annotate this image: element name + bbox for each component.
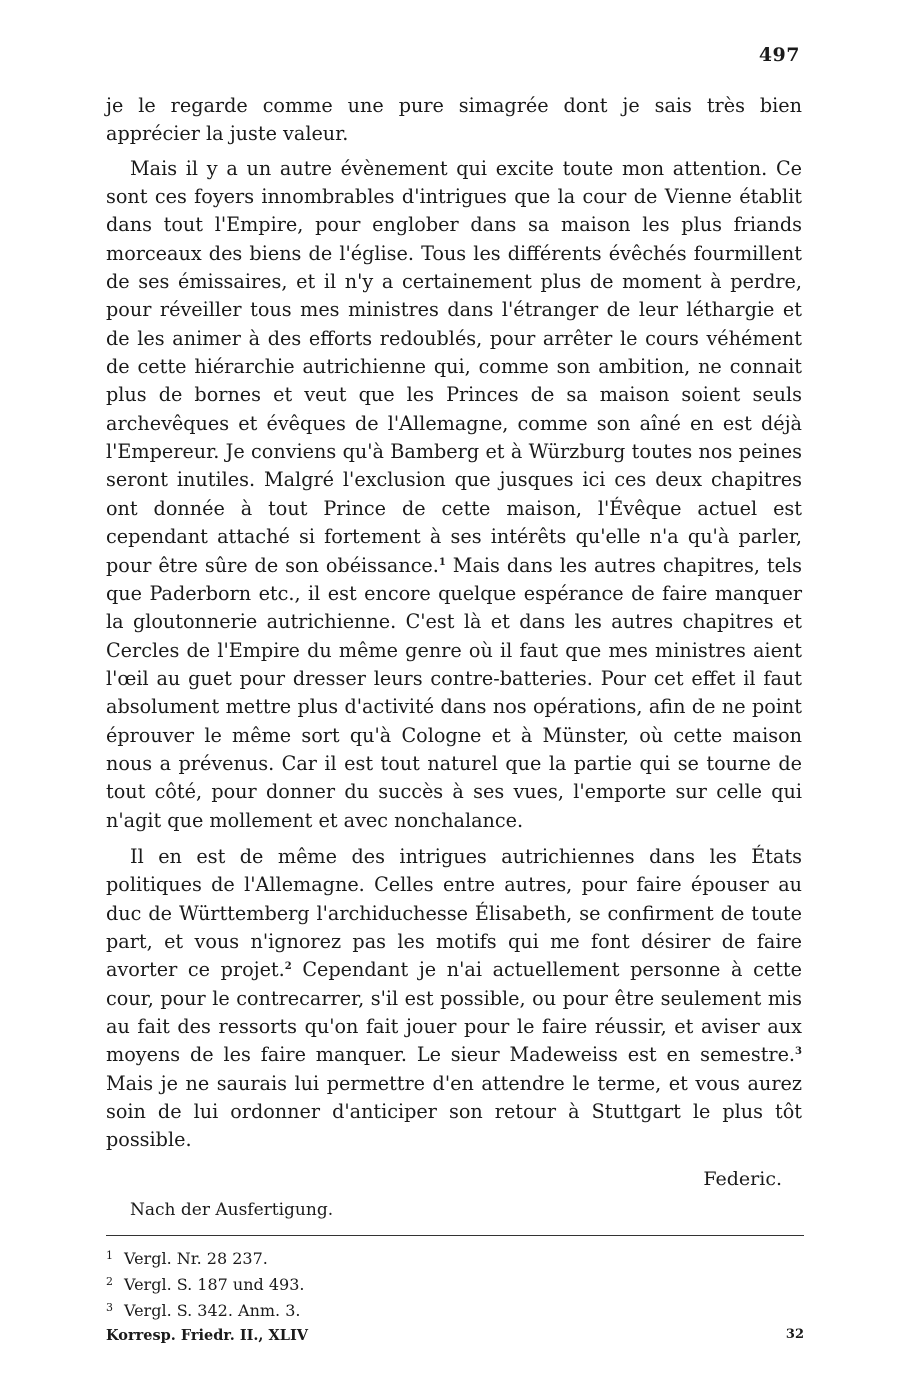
page-number: 497 xyxy=(758,44,800,66)
book-signature-mark: Korresp. Friedr. II., XLIV xyxy=(106,1327,309,1344)
footnote-ref-3[interactable]: 3 xyxy=(795,1046,802,1058)
footnote-number: 2 xyxy=(106,1275,113,1288)
paragraph-2-tail: Mais dans les autres chapitres, tels que Paderborn etc., il est encore quelque espérance de faire manquer la gloutonnerie autrichienne. C'est là et dans les autres chapitres et Cercles de l'Empire du même genre où il faut que mes ministres aient l'œil au guet pour dresser leurs contre-batteries. Pour cet effet il faut absolument mettre plus d'activité dans nos opérations, afin de ne point éprouver le même sort qu'à Cologne et à Münster, où cette maison nous a prévenus. Car il est tout naturel que la partie qui se tourne de tout côté, pour donner du succès à ses vues, l'emporte sur celle qui n'agit que mollement et avec nonchalance. xyxy=(106,553,802,832)
footnote-3 xyxy=(106,1296,304,1322)
paragraph-2 xyxy=(106,155,802,835)
paragraph-3 xyxy=(106,843,802,1155)
gathering-number: 32 xyxy=(785,1327,804,1342)
footnote-ref-2[interactable]: 2 xyxy=(284,961,292,973)
paragraph-3-text: Il en est de même des intrigues autrichiennes dans les États politiques de l'Allemagne. Celles entre autres, pour faire épouser au duc de Württemberg l'archiduchesse Élisabeth, se confirment de toute part, et vous n'ignorez pas les motifs qui me font désirer de faire avorter ce projet. xyxy=(106,844,802,982)
source-note: Nach der Ausfertigung. xyxy=(130,1200,334,1220)
footnote-number: 1 xyxy=(106,1249,113,1262)
footnote-1 xyxy=(106,1244,304,1270)
footnote-ref-1[interactable]: 1 xyxy=(438,556,446,568)
footnote-divider xyxy=(106,1235,804,1236)
footnote-2 xyxy=(106,1270,304,1296)
footnote-number: 3 xyxy=(106,1301,113,1314)
signature: Federic. xyxy=(703,1168,782,1190)
paragraph-3-tail: Mais je ne saurais lui permettre d'en attendre le terme, et vous aurez soin de lui ordonner d'anticiper son retour à Stuttgart le plus tôt possible. xyxy=(106,1071,802,1152)
paragraph-1-text: je le regarde comme une pure simagrée dont je sais très bien apprécier la juste valeur. xyxy=(106,94,802,146)
footnote-text: Vergl. S. 187 und 493. xyxy=(124,1275,305,1294)
footnotes xyxy=(106,1244,304,1322)
letter-body xyxy=(106,92,802,1155)
footnote-text: Vergl. S. 342. Anm. 3. xyxy=(124,1301,301,1320)
paragraph-2-text: Mais il y a un autre évènement qui excite toute mon attention. Ce sont ces foyers innombrables d'intrigues que la cour de Vienne établit dans tout l'Empire, pour englober dans sa maison les plus friands morceaux des biens de l'église. Tous les différents évêchés fourmillent de ses émissaires, et il n'y a certainement plus de moment à perdre, pour réveiller tous mes ministres dans l'étranger de leur léthargie et de les animer à des efforts redoublés, pour arrêter le cours véhément de cette hiérarchie autrichienne qui, comme son ambition, ne connait plus de bornes et veut que les Princes de sa maison soient seuls archevêques et évêques de l'Allemagne, comme son aîné en est déjà l'Empereur. Je conviens qu'à Bamberg et à Würzburg toutes nos peines seront inutiles. Malgré l'exclusion que jusques ici ces deux chapitres ont donnée à tout Prince de cette maison, l'Évêque actuel est cependant attaché si fortement à ses intérêts qu'elle n'a qu'à parler, pour être sûre de son obéissance. xyxy=(106,156,802,577)
paragraph-1 xyxy=(106,92,802,149)
footnote-text: Vergl. Nr. 28 237. xyxy=(124,1249,268,1268)
paragraph-3-mid: Cependant je n'ai actuellement personne à cette cour, pour le contrecarrer, s'il est possible, ou pour être seulement mis au fait des ressorts qu'on fait jouer pour le faire réussir, et aviser aux moyens de les faire manquer. Le sieur Madeweiss est en semestre. xyxy=(106,958,802,1067)
